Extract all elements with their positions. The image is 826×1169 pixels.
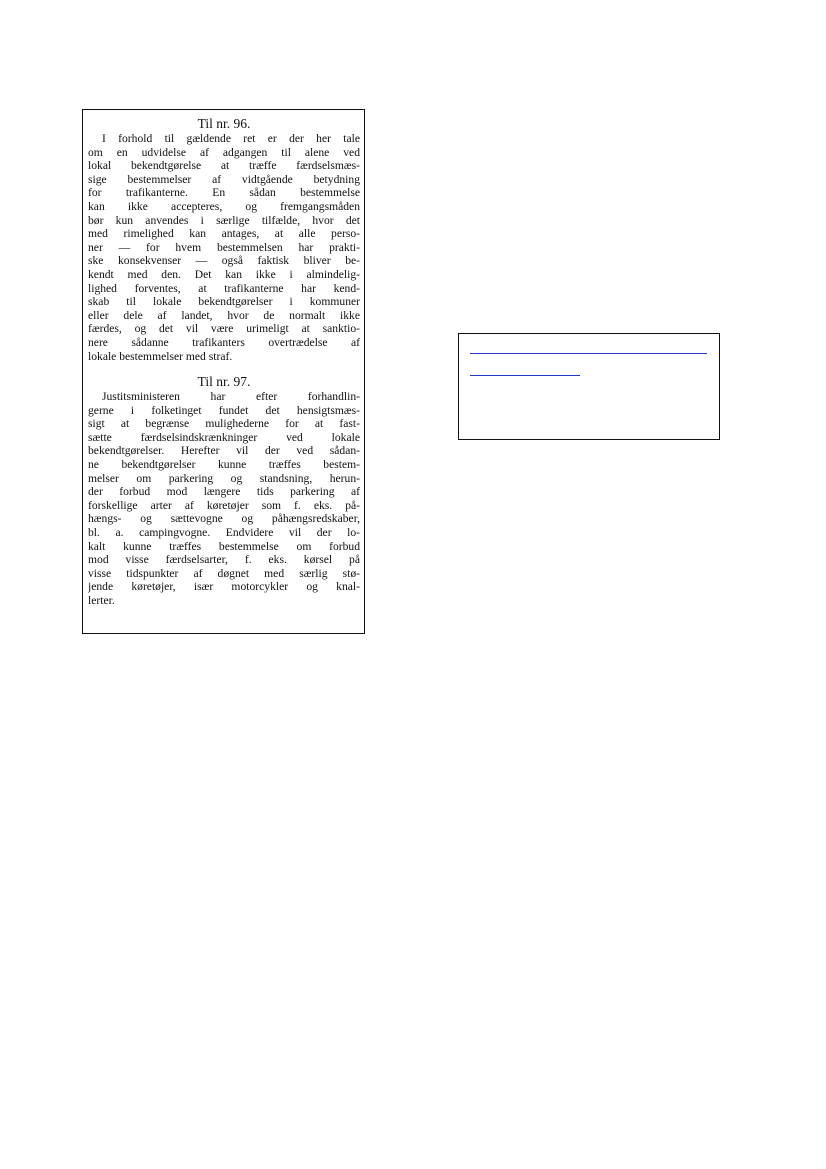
text-line: ner — for hvem bestemmelsen har prakti- <box>88 240 360 254</box>
text-line: lokale bestemmelser med straf. <box>88 349 233 363</box>
text-line: lokal bekendtgørelse at træffe færdselsmæs- <box>88 159 360 173</box>
section-heading-96: Til nr. 96. <box>197 116 251 131</box>
scanned-text-body <box>88 116 360 608</box>
text-line: visse tidspunkter af døgnet med særlig stø- <box>88 566 360 580</box>
scanned-text-excerpt <box>82 109 365 634</box>
text-line: lighed forventes, at trafikanterne har kend- <box>88 281 360 295</box>
text-line: gerne i folketinget fundet det hensigtsmæs- <box>88 403 360 417</box>
section-97-body <box>88 390 360 608</box>
text-line: bl. a. campingvogne. Endvidere vil der lo- <box>88 526 360 540</box>
section-96-body <box>88 132 360 363</box>
text-line: lerter. <box>88 594 115 607</box>
section-heading-97: Til nr. 97. <box>197 374 251 390</box>
text-line: kalt kunne træffes bestemmelse om forbud <box>88 539 360 553</box>
text-line: kendt med den. Det kan ikke i almindelig- <box>88 267 360 281</box>
text-line: mod visse færdselsarter, f. eks. kørsel på <box>88 553 360 567</box>
text-line: forskellige arter af køretøjer som f. eks. på- <box>88 498 360 512</box>
hyperlink-underline[interactable] <box>470 353 707 354</box>
text-line: med rimelighed kan antages, at alle perso- <box>88 227 360 241</box>
text-line: kan ikke accepteres, og fremgangsmåden <box>88 199 360 213</box>
text-line: nere sådanne trafikanters overtrædelse af <box>88 335 360 349</box>
text-line: færdes, og det vil være urimeligt at sanktio- <box>88 322 360 336</box>
text-line: ske konsekvenser — også faktisk bliver be- <box>88 254 360 268</box>
text-line: ne bekendtgørelser kunne træffes bestem- <box>88 458 360 472</box>
text-line: bekendtgørelser. Herefter vil der ved sådan- <box>88 444 360 458</box>
text-line: for trafikanterne. En sådan bestemmelse <box>88 186 360 200</box>
text-line: sigt at begrænse mulighederne for at fast- <box>88 417 360 431</box>
text-line: der forbud mod længere tids parkering af <box>88 485 360 499</box>
text-line: eller dele af landet, hvor de normalt ikke <box>88 308 360 322</box>
text-line: sige bestemmelser af vidtgående betydning <box>88 172 360 186</box>
text-line: jende køretøjer, især motorcykler og knal- <box>88 580 360 594</box>
text-line: hængs- og sættevogne og påhængsredskaber, <box>88 512 360 526</box>
text-line: melser om parkering og standsning, herun- <box>88 471 360 485</box>
text-line: I forhold til gældende ret er der her tale <box>102 132 360 145</box>
text-line: skab til lokale bekendtgørelser i kommuner <box>88 295 360 309</box>
text-line: bør kun anvendes i særlige tilfælde, hvor det <box>88 213 360 227</box>
hyperlink-underline[interactable] <box>470 375 580 376</box>
text-line: sætte færdselsindskrænkninger ved lokale <box>88 430 360 444</box>
text-line: om en udvidelse af adgangen til alene ved <box>88 145 360 159</box>
section-gap <box>88 363 360 374</box>
annotation-box <box>458 333 720 440</box>
text-line: Justitsministeren har efter forhandlin- <box>102 390 360 404</box>
